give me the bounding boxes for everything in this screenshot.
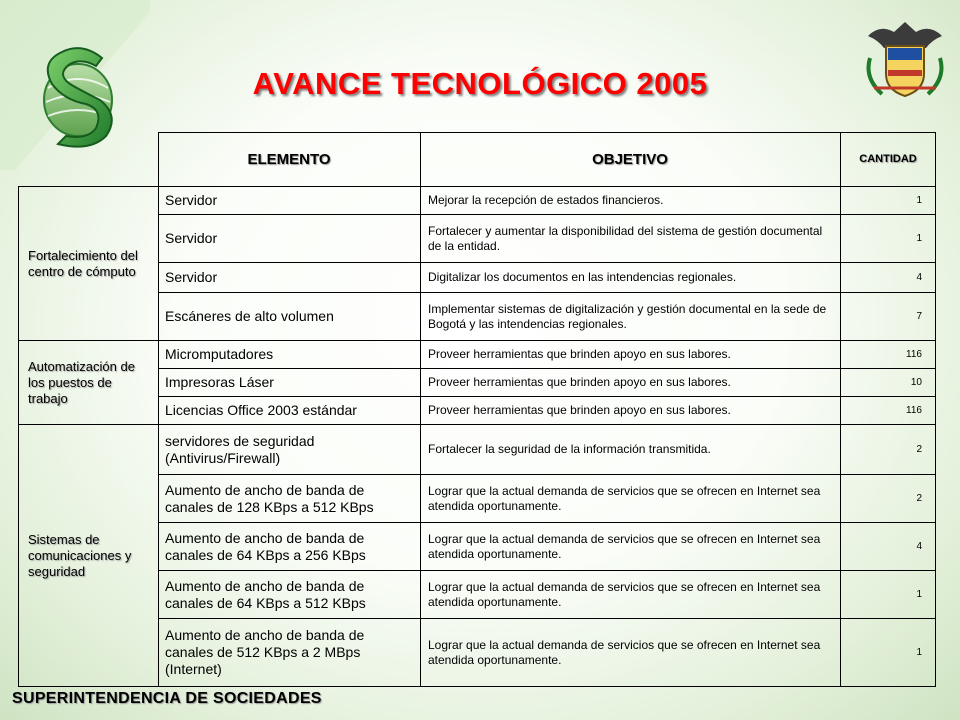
cantidad-cell: 1 bbox=[916, 233, 922, 244]
group-label: Sistemas de comunicaciones y seguridad bbox=[28, 531, 132, 579]
page-title: AVANCE TECNOLÓGICO 2005 bbox=[252, 66, 708, 101]
objetivo-cell: Proveer herramientas que brinden apoyo en sus labores. bbox=[428, 403, 731, 417]
elemento-cell: Aumento de ancho de banda de canales de 512 KBps a 2 MBps (Internet) bbox=[165, 627, 365, 677]
objetivo-cell: Lograr que la actual demanda de servicios que se ofrecen en Internet sea atendida oportunamente. bbox=[428, 483, 821, 513]
objetivo-cell: Lograr que la actual demanda de servicios que se ofrecen en Internet sea atendida oportunamente. bbox=[428, 637, 821, 667]
cantidad-cell: 10 bbox=[910, 377, 922, 388]
objetivo-cell: Mejorar la recepción de estados financieros. bbox=[428, 193, 664, 207]
elemento-cell: servidores de seguridad (Antivirus/Firewall) bbox=[165, 432, 315, 466]
elemento-cell: Aumento de ancho de banda de canales de 128 KBps a 512 KBps bbox=[165, 481, 374, 515]
cantidad-cell: 116 bbox=[906, 349, 922, 360]
objetivo-cell: Implementar sistemas de digitalización y gestión documental en la sede de Bogotá y las intendencias regionales. bbox=[428, 301, 827, 331]
objetivo-cell: Proveer herramientas que brinden apoyo en sus labores. bbox=[428, 347, 731, 361]
column-header-elemento: ELEMENTO bbox=[247, 150, 331, 168]
objetivo-cell: Lograr que la actual demanda de servicios que se ofrecen en Internet sea atendida oportunamente. bbox=[428, 579, 821, 609]
group-label: Automatización de los puestos de trabajo bbox=[28, 358, 135, 406]
group-label: Fortalecimiento del centro de cómputo bbox=[28, 247, 138, 279]
cantidad-cell: 2 bbox=[916, 444, 922, 455]
elemento-cell: Servidor bbox=[165, 192, 218, 208]
elemento-cell: Aumento de ancho de banda de canales de 64 KBps a 512 KBps bbox=[165, 577, 366, 611]
objetivo-cell: Lograr que la actual demanda de servicios que se ofrecen en Internet sea atendida oportunamente. bbox=[428, 531, 821, 561]
cantidad-cell: 2 bbox=[916, 493, 922, 504]
elemento-cell: Servidor bbox=[165, 230, 218, 246]
cantidad-cell: 1 bbox=[916, 589, 922, 600]
column-header-cantidad: CANTIDAD bbox=[859, 153, 917, 165]
cantidad-cell: 4 bbox=[916, 541, 922, 552]
column-header-objetivo: OBJETIVO bbox=[592, 150, 668, 168]
cantidad-cell: 116 bbox=[906, 405, 922, 416]
objetivo-cell: Fortalecer y aumentar la disponibilidad del sistema de gestión documental de la entidad. bbox=[428, 223, 823, 253]
objetivo-cell: Digitalizar los documentos en las intendencias regionales. bbox=[428, 270, 737, 284]
cantidad-cell: 4 bbox=[916, 272, 922, 283]
elemento-cell: Escáneres de alto volumen bbox=[165, 308, 334, 324]
objetivo-cell: Proveer herramientas que brinden apoyo en sus labores. bbox=[428, 375, 731, 389]
elemento-cell: Micromputadores bbox=[165, 346, 274, 362]
cantidad-cell: 1 bbox=[916, 195, 922, 206]
cantidad-cell: 1 bbox=[916, 647, 922, 658]
elemento-cell: Servidor bbox=[165, 269, 218, 285]
elemento-cell: Aumento de ancho de banda de canales de 64 KBps a 256 KBps bbox=[165, 529, 366, 563]
elemento-cell: Licencias Office 2003 estándar bbox=[165, 402, 357, 418]
footer-organization: SUPERINTENDENCIA DE SOCIEDADES bbox=[12, 690, 322, 707]
elemento-cell: Impresoras Láser bbox=[165, 374, 274, 390]
objetivo-cell: Fortalecer la seguridad de la información transmitida. bbox=[428, 442, 711, 456]
cantidad-cell: 7 bbox=[916, 311, 922, 322]
